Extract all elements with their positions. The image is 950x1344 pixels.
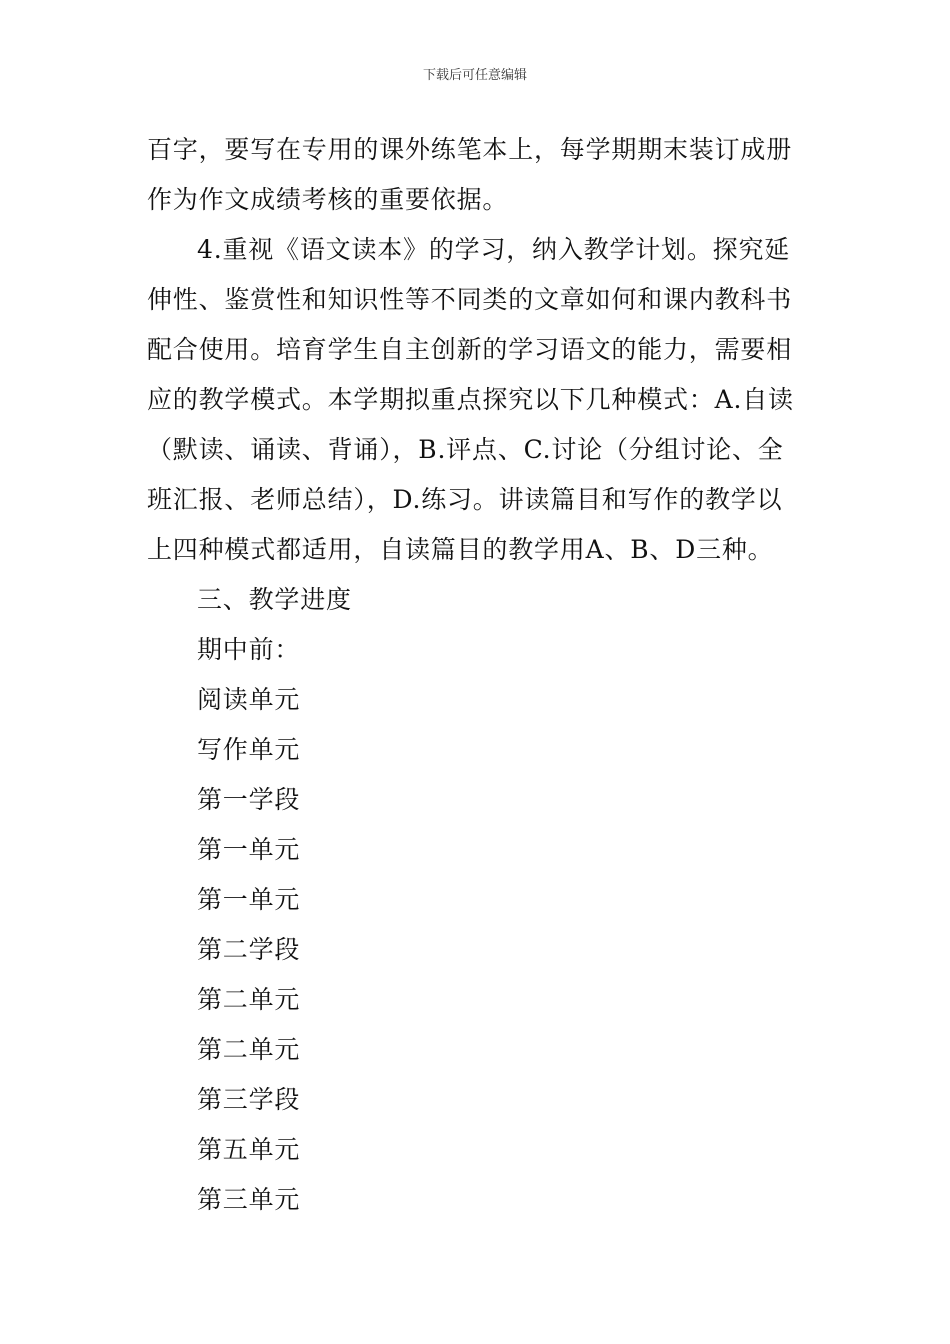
paragraph-line: 应的教学模式。本学期拟重点探究以下几种模式：A.自读: [147, 385, 794, 414]
page-header: 下载后可任意编辑: [422, 68, 527, 83]
list-item: 写作单元: [197, 735, 301, 764]
paragraph-line: 伸性、鉴赏性和知识性等不同类的文章如何和课内教科书: [147, 285, 793, 314]
list-item: 第三单元: [197, 1185, 301, 1214]
paragraph-line: 配合使用。培育学生自主创新的学习语文的能力，需要相: [147, 335, 793, 364]
list-item: 第一学段: [197, 785, 301, 814]
paragraph-line: （默读、诵读、背诵），B.评点、C.讨论（分组讨论、全: [147, 435, 784, 464]
list-item: 第三学段: [197, 1085, 301, 1114]
list-item: 第二学段: [197, 935, 301, 964]
list-item: 第一单元: [197, 835, 301, 864]
paragraph-line: 百字，要写在专用的课外练笔本上，每学期期末装订成册: [147, 135, 793, 164]
list-item: 期中前：: [197, 635, 301, 664]
list-item: 第二单元: [197, 985, 301, 1014]
section-heading: 三、教学进度: [197, 585, 352, 614]
paragraph-line: 作为作文成绩考核的重要依据。: [147, 185, 509, 214]
document-body: [147, 125, 812, 1225]
paragraph-line: 上四种模式都适用，自读篇目的教学用A、B、D三种。: [147, 535, 774, 564]
list-item: 第五单元: [197, 1135, 301, 1164]
paragraph-line: 4.重视《语文读本》的学习，纳入教学计划。探究延: [197, 235, 791, 264]
list-item: 第二单元: [197, 1035, 301, 1064]
paragraph-line: 班汇报、老师总结），D.练习。讲读篇目和写作的教学以: [147, 485, 783, 514]
list-item: 阅读单元: [197, 685, 301, 714]
list-item: 第一单元: [197, 885, 301, 914]
